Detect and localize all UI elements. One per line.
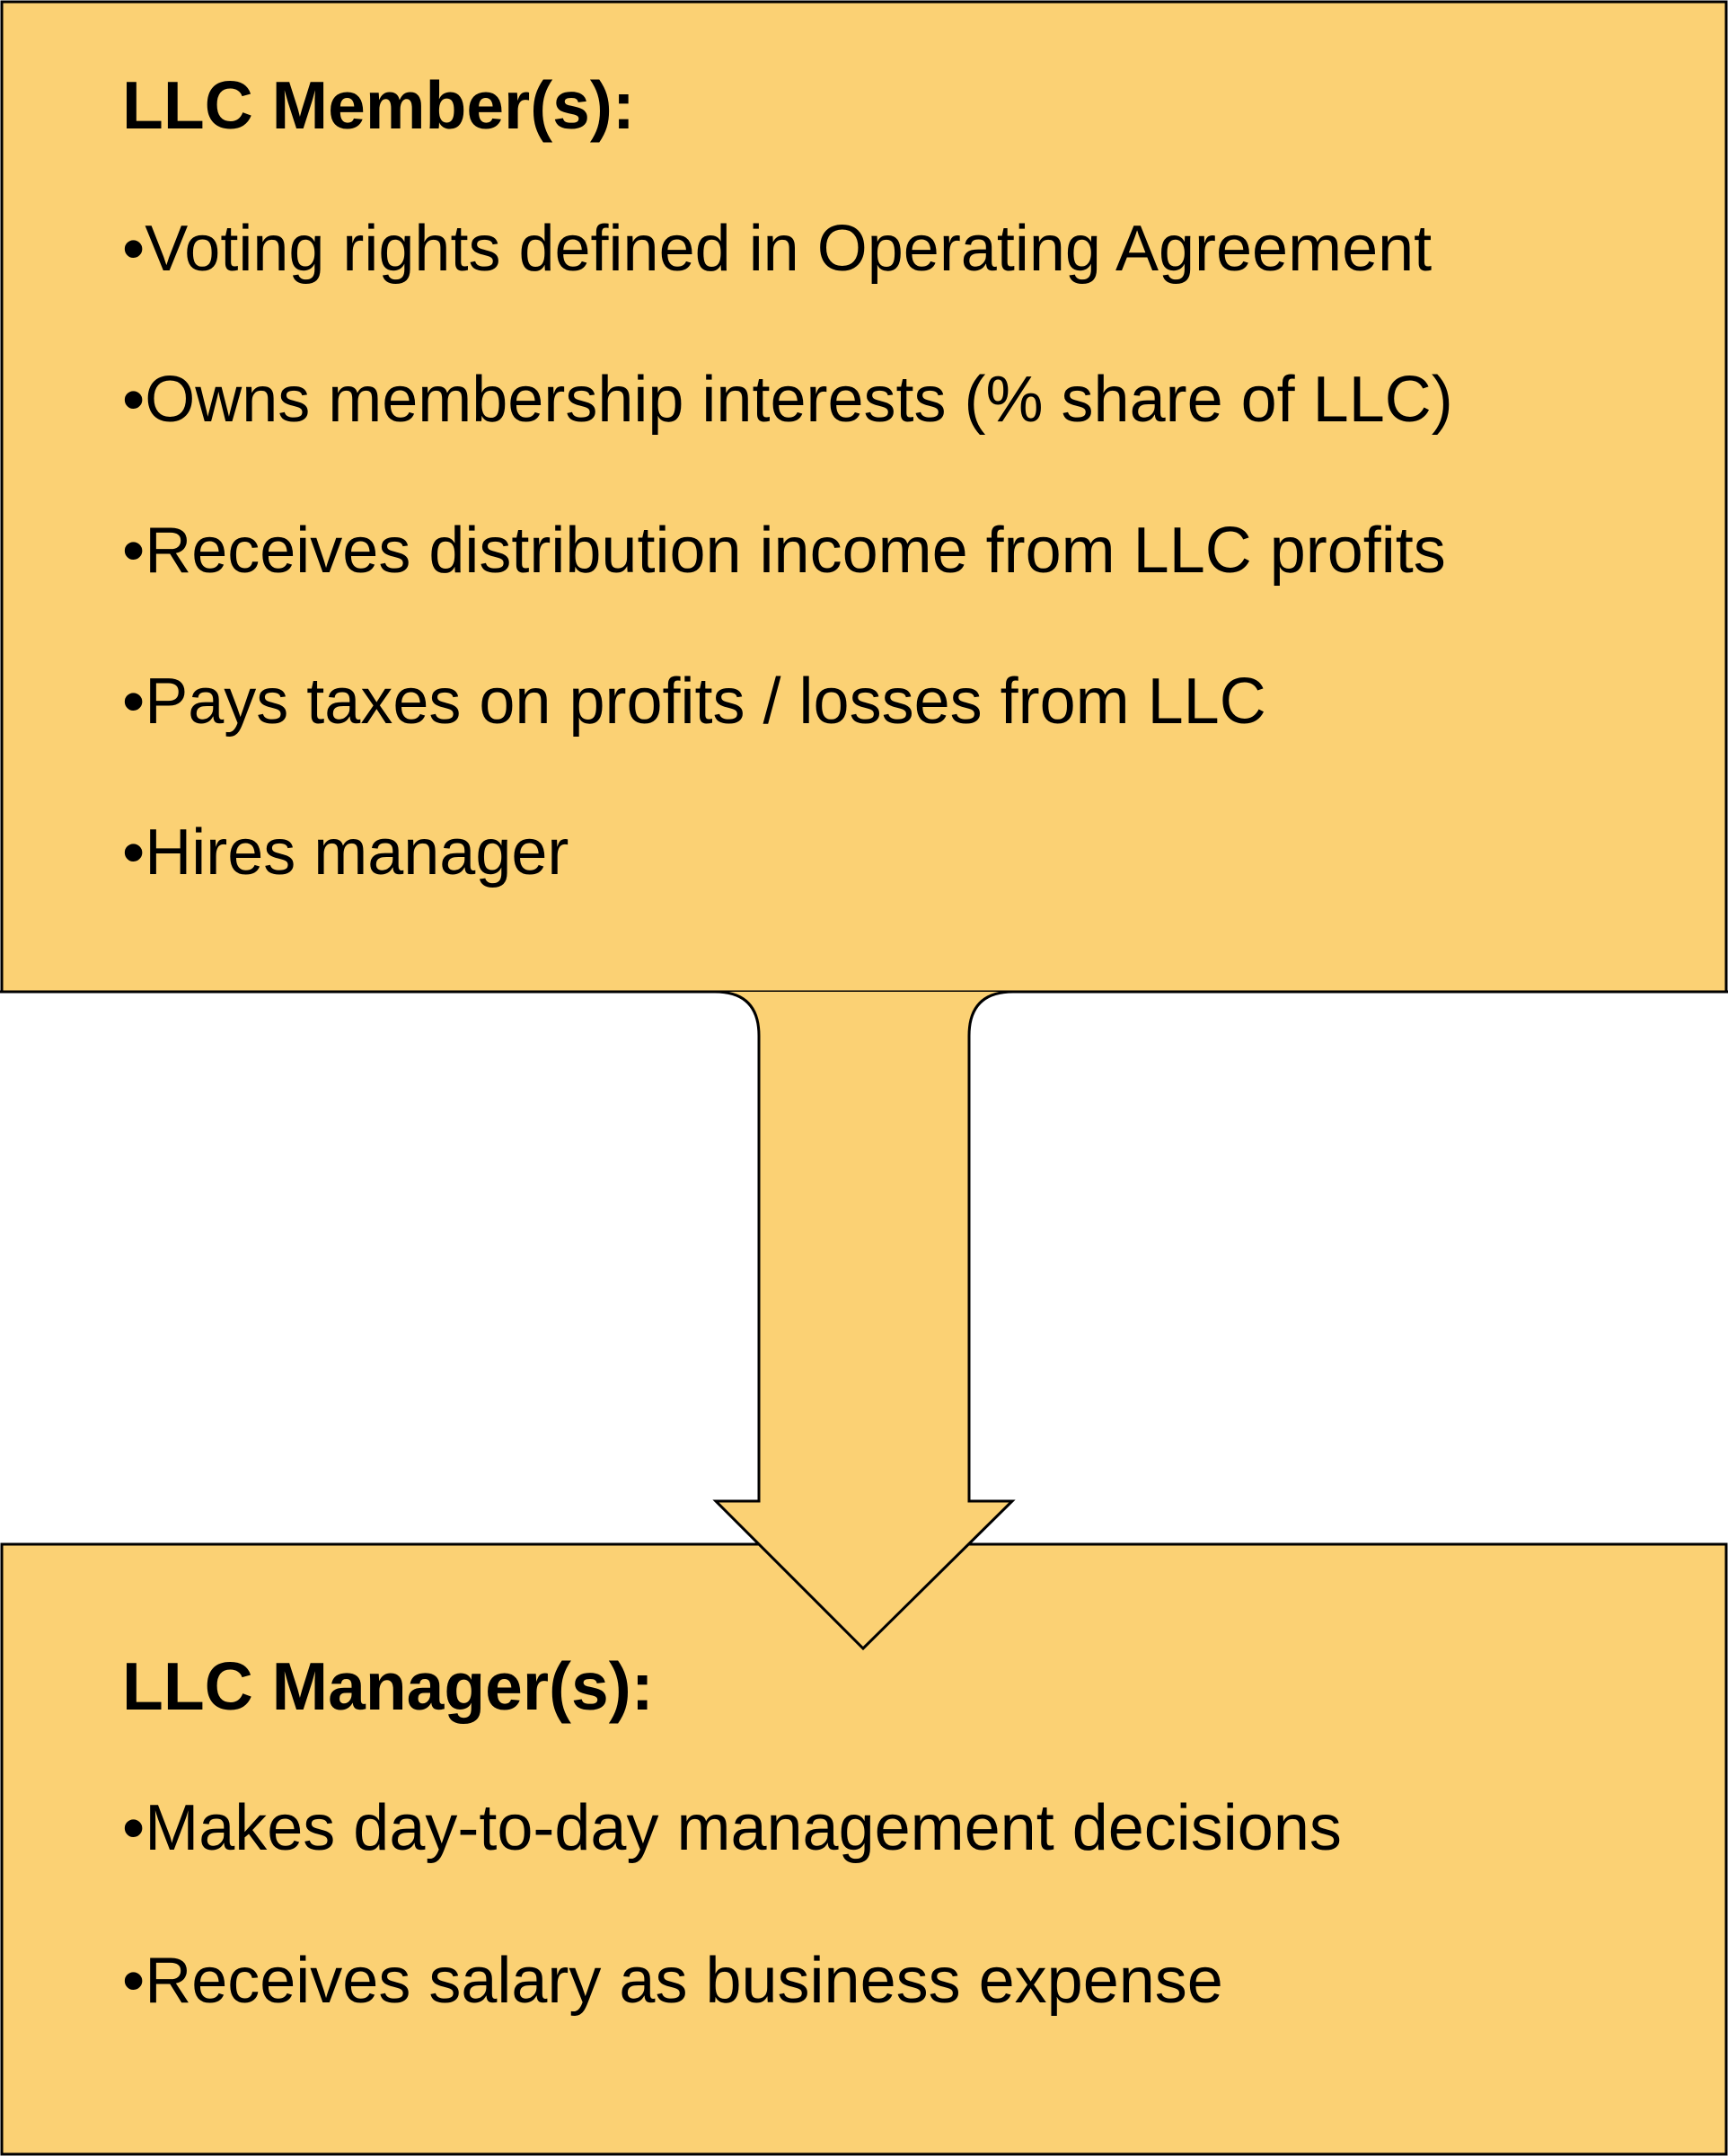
bullet-distribution-income: • Receives distribution income from LLC profits	[122, 506, 1703, 596]
bullet-management-decisions: • Makes day-to-day management decisions	[122, 1783, 1703, 1873]
bullet-hires-manager: • Hires manager	[122, 808, 1703, 897]
managers-heading: LLC Manager(s):	[122, 1648, 654, 1724]
bullet-receives-salary: • Receives salary as business expense	[122, 1936, 1703, 2026]
bullet-voting-rights: • Voting rights defined in Operating Agreement	[122, 204, 1703, 294]
members-bullet-list	[122, 204, 1703, 897]
managers-box-content	[122, 1635, 1703, 2089]
members-heading: LLC Member(s):	[122, 67, 635, 143]
managers-bullet-list	[122, 1783, 1703, 2026]
members-box-content	[122, 54, 1703, 959]
bullet-membership-interests: • Owns membership interests (% share of LLC)	[122, 355, 1703, 445]
bullet-pays-taxes: • Pays taxes on profits / losses from LLC	[122, 657, 1703, 747]
